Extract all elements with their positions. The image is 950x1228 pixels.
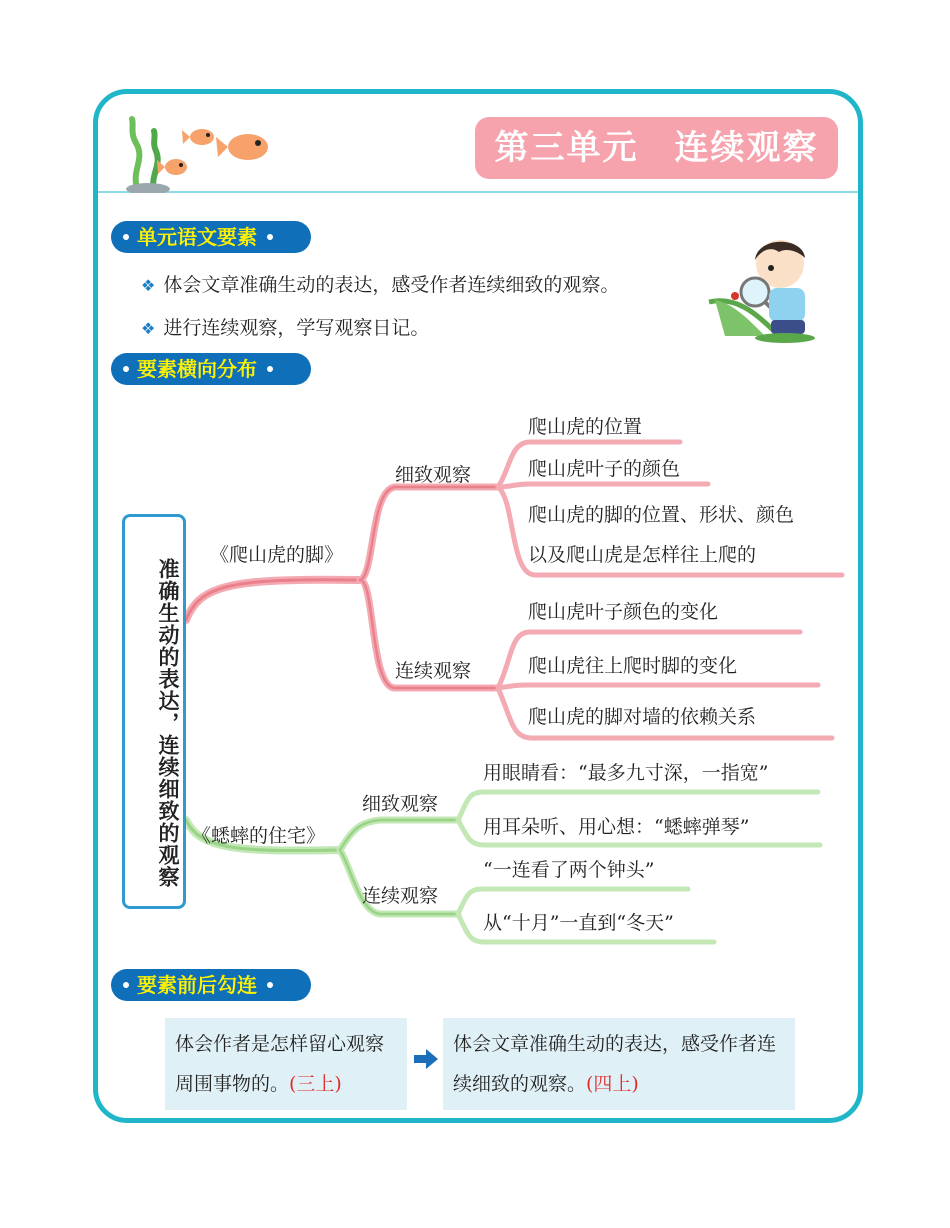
branch-label: 细致观察 — [395, 464, 472, 486]
section-label: 单元语文要素 — [137, 225, 257, 249]
center-topic-box — [122, 514, 186, 909]
branch-line — [498, 484, 708, 487]
dot-icon — [267, 982, 273, 988]
leaf-item: 爬山虎的脚的位置、形状、颜色 — [528, 504, 795, 526]
prev-grade-label: (三上) — [289, 1073, 342, 1095]
lesson-title-1: 《爬山虎的脚》 — [210, 544, 344, 566]
section-label: 要素横向分布 — [137, 357, 257, 381]
center-topic-text: 准确生动的表达，连续细致的观察 — [156, 557, 180, 888]
arrow-right-icon — [412, 1047, 440, 1071]
curr-grade-box — [443, 1018, 795, 1110]
requirement-text: 体会文章准确生动的表达，感受作者连续细致的观察。 — [163, 274, 620, 296]
dot-icon — [123, 982, 129, 988]
leaf-item: 用耳朵听、用心想：“蟋蟀弹琴” — [483, 816, 750, 838]
section-label: 要素前后勾连 — [137, 973, 257, 997]
leaf-item: 以及爬山虎是怎样往上爬的 — [528, 544, 757, 566]
unit-title: 第三单元 连续观察 — [475, 117, 838, 179]
prev-grade-box — [165, 1018, 407, 1110]
branch-line — [340, 820, 458, 850]
branch-label: 连续观察 — [362, 885, 439, 907]
leaf-item: “一连看了两个钟头” — [483, 859, 655, 881]
curr-grade-text: 体会文章准确生动的表达，感受作者连续细致的观察。 — [453, 1033, 777, 1095]
branch-label: 细致观察 — [362, 793, 439, 815]
requirement-text: 进行连续观察，学写观察日记。 — [163, 317, 430, 339]
branch-line — [498, 685, 818, 688]
leaf-item: 爬山虎的脚对墙的依赖关系 — [528, 706, 757, 728]
leaf-item: 从“十月”一直到“冬天” — [483, 912, 674, 934]
leaf-item: 爬山虎叶子颜色的变化 — [528, 601, 719, 623]
diamond-bullet-icon: ❖ — [141, 319, 156, 338]
section-pill-connection — [111, 969, 311, 1001]
branch-line — [186, 580, 360, 620]
leaf-item: 爬山虎叶子的颜色 — [528, 458, 681, 480]
leaf-item: 用眼睛看：“最多九寸深，一指宽” — [483, 762, 769, 784]
curr-grade-label: (四上) — [586, 1073, 639, 1095]
branch-label: 连续观察 — [395, 660, 472, 682]
prev-grade-text: 体会作者是怎样留心观察周围事物的。 — [175, 1033, 385, 1095]
branch-line — [186, 580, 360, 620]
leaf-item: 爬山虎往上爬时脚的变化 — [528, 655, 738, 677]
leaf-item: 爬山虎的位置 — [528, 416, 643, 438]
lesson-title-2: 《蟋蟀的住宅》 — [192, 825, 326, 847]
branch-line — [360, 487, 498, 580]
diamond-bullet-icon: ❖ — [141, 276, 156, 295]
